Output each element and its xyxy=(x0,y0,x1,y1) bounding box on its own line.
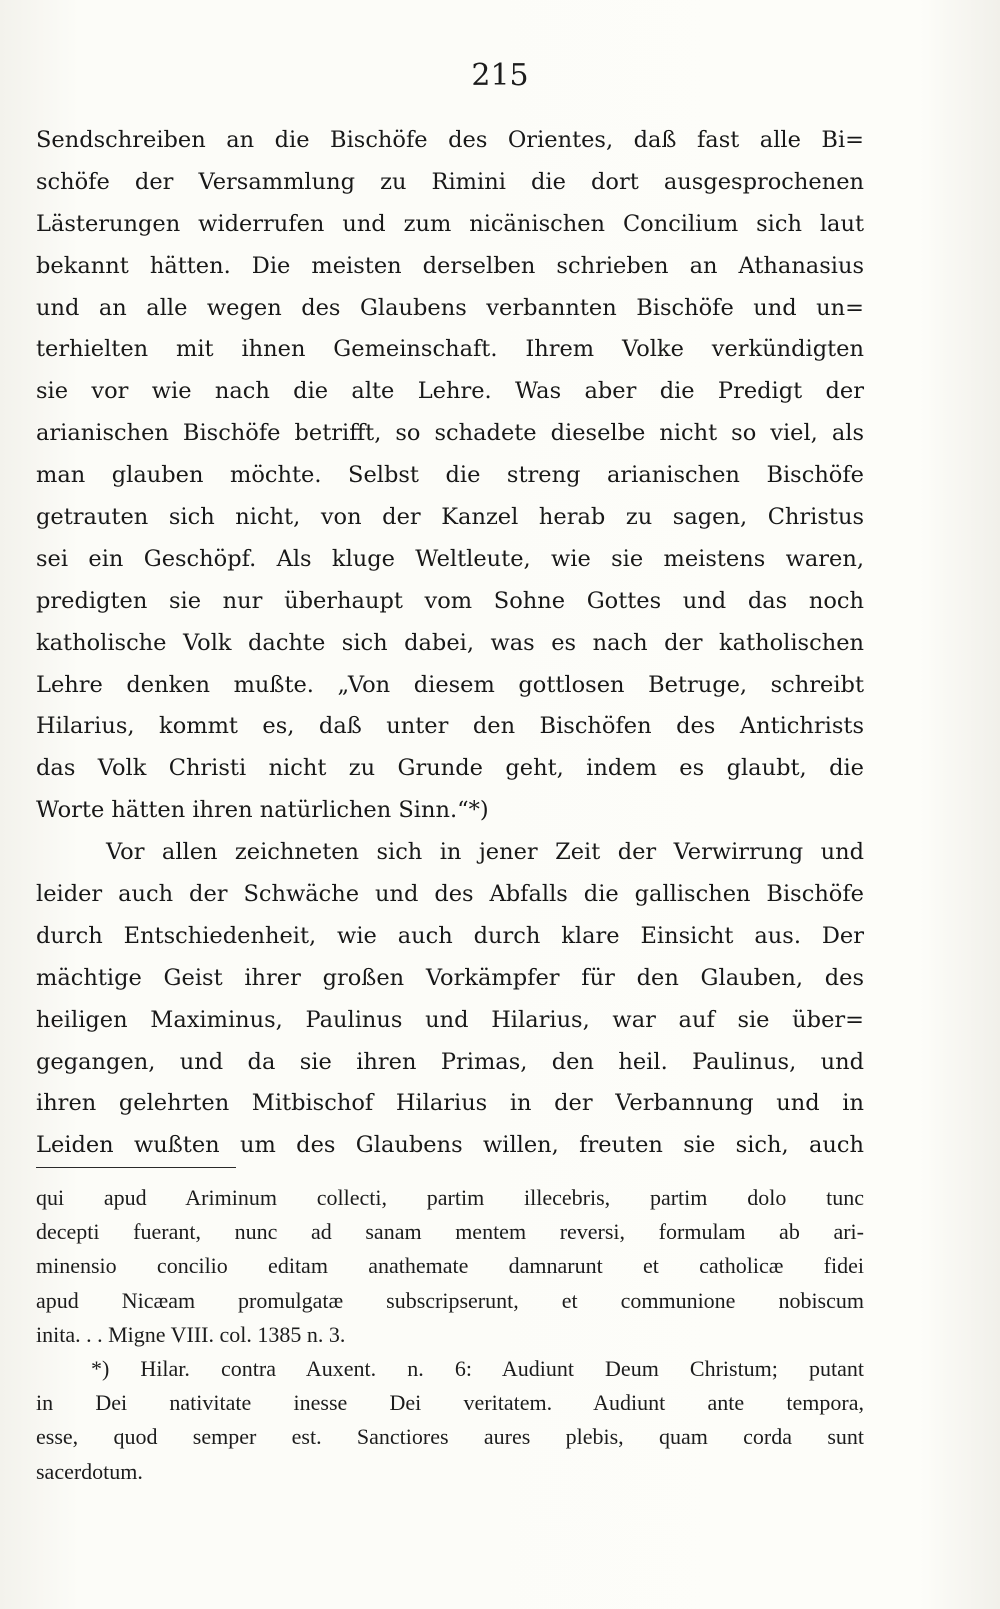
footnotes xyxy=(36,1181,864,1489)
footnote-line: sacerdotum. xyxy=(36,1458,143,1484)
text-line: und an alle wegen des Glaubens verbannten Bischöfe und un= xyxy=(36,294,864,321)
text-line: heiligen Maximinus, Paulinus und Hilarius, war auf sie über= xyxy=(36,1006,864,1033)
text-line: das Volk Christi nicht zu Grunde geht, indem es glaubt, die xyxy=(36,755,864,782)
footnote-line: inita. . . Migne VIII. col. 1385 n. 3. xyxy=(36,1321,346,1347)
text-line: Leiden wußten um des Glaubens willen, freuten sie sich, auch xyxy=(36,1132,864,1159)
text-line: Lästerungen widerrufen und zum nicänischen Concilium sich laut xyxy=(36,210,864,237)
footnote-line: minensio concilio editam anathemate damnarunt et catholicæ fidei xyxy=(36,1253,864,1279)
footnote-line: apud Nicæam promulgatæ subscripserunt, et communione nobiscum xyxy=(36,1287,864,1313)
text-line: katholische Volk dachte sich dabei, was es nach der katholischen xyxy=(36,629,864,656)
text-line: Vor allen zeichneten sich in jener Zeit der Verwirrung und xyxy=(106,839,864,866)
text-line: man glauben möchte. Selbst die streng arianischen Bischöfe xyxy=(36,462,864,489)
text-line: sie vor wie nach die alte Lehre. Was aber die Predigt der xyxy=(36,378,864,405)
footnote-line: *) Hilar. contra Auxent. n. 6: Audiunt Deum Christum; putant xyxy=(91,1355,864,1381)
text-line: Lehre denken mußte. „Von diesem gottlosen Betruge, schreibt xyxy=(36,671,864,698)
footnote-line: esse, quod semper est. Sanctiores aures plebis, quam corda sunt xyxy=(36,1424,864,1450)
footnote-divider xyxy=(36,1167,236,1168)
footnote-line: qui apud Ariminum collecti, partim illecebris, partim dolo tunc xyxy=(36,1185,864,1210)
text-line: gegangen, und da sie ihren Primas, den heil. Paulinus, und xyxy=(36,1048,864,1075)
text-line: durch Entschiedenheit, wie auch durch klare Einsicht aus. Der xyxy=(36,922,864,949)
footnote-line: in Dei nativitate inesse Dei veritatem. Audiunt ante tempora, xyxy=(36,1390,864,1416)
text-line: Worte hätten ihren natürlichen Sinn.“*) xyxy=(36,797,489,824)
text-line: getrauten sich nicht, von der Kanzel herab zu sagen, Christus xyxy=(36,504,864,531)
text-line: mächtige Geist ihrer großen Vorkämpfer für den Glauben, des xyxy=(36,964,864,991)
main-text xyxy=(36,120,864,1167)
text-line: arianischen Bischöfe betrifft, so schadete dieselbe nicht so viel, als xyxy=(36,420,864,447)
text-line: Sendschreiben an die Bischöfe des Orientes, daß fast alle Bi= xyxy=(36,127,864,153)
text-line: ihren gelehrten Mitbischof Hilarius in der Verbannung und in xyxy=(36,1090,864,1117)
text-line: terhielten mit ihnen Gemeinschaft. Ihrem Volke verkündigten xyxy=(36,336,864,363)
page-number: 215 xyxy=(471,58,529,93)
text-line: leider auch der Schwäche und des Abfalls die gallischen Bischöfe xyxy=(36,881,864,908)
text-line: predigten sie nur überhaupt vom Sohne Gottes und das noch xyxy=(36,587,864,614)
footnote-line: decepti fuerant, nunc ad sanam mentem reversi, formulam ab ari- xyxy=(36,1219,864,1245)
text-line: sei ein Geschöpf. Als kluge Weltleute, wie sie meistens waren, xyxy=(36,545,864,572)
text-line: schöfe der Versammlung zu Rimini die dort ausgesprochenen xyxy=(36,168,864,195)
text-line: Hilarius, kommt es, daß unter den Bischöfen des Antichrists xyxy=(36,713,864,740)
text-line: bekannt hätten. Die meisten derselben schrieben an Athanasius xyxy=(36,252,864,279)
